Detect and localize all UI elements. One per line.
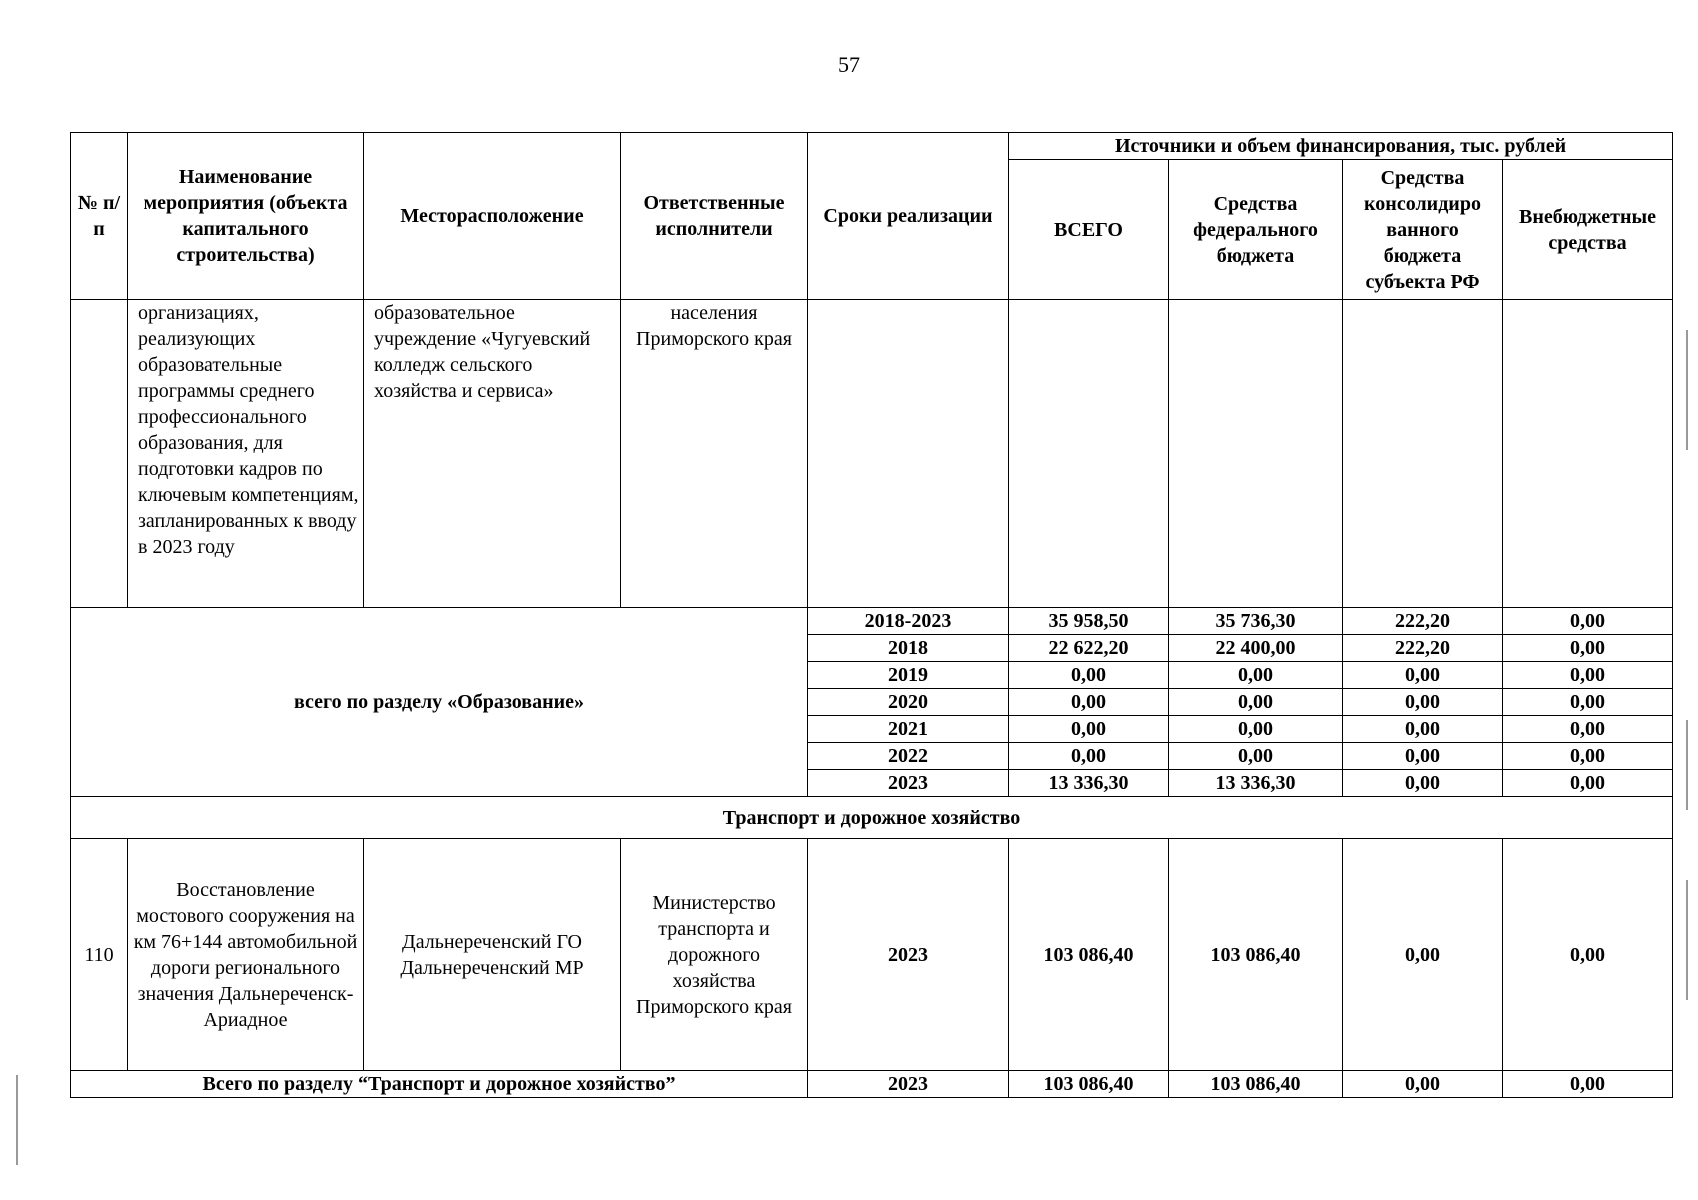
header-funding-group: Источники и объем финансирования, тыс. рублей: [1009, 133, 1673, 160]
cell-period: 2020: [808, 689, 1009, 716]
cell-period: 2019: [808, 662, 1009, 689]
scan-edge-mark: [1686, 720, 1688, 810]
cell-extra: 0,00: [1503, 635, 1673, 662]
cell-regional: 0,00: [1343, 716, 1503, 743]
section-title-transport: Транспорт и дорожное хозяйство: [71, 797, 1673, 839]
cell-extra: 0,00: [1503, 689, 1673, 716]
cell-regional-empty: [1343, 300, 1503, 608]
cell-period: 2018: [808, 635, 1009, 662]
header-extra: Внебюджетные средства: [1503, 160, 1673, 300]
header-regional: Средства консолидиро ванного бюджета субъекта РФ: [1343, 160, 1503, 300]
cell-total: 0,00: [1009, 689, 1169, 716]
cell-federal: 0,00: [1169, 689, 1343, 716]
cell-period: 2018-2023: [808, 608, 1009, 635]
cell-location: [364, 839, 621, 1071]
table-row-transport-total: [71, 1071, 1673, 1098]
cell-federal: 0,00: [1169, 743, 1343, 770]
cell-total: 0,00: [1009, 716, 1169, 743]
cell-federal: 0,00: [1169, 716, 1343, 743]
cell-period: 2023: [808, 839, 1009, 1071]
header-total: ВСЕГО: [1009, 160, 1169, 300]
cell-regional: 222,20: [1343, 635, 1503, 662]
cell-federal: 13 336,30: [1169, 770, 1343, 797]
cell-federal: 35 736,30: [1169, 608, 1343, 635]
cell-total-empty: [1009, 300, 1169, 608]
cell-extra: 0,00: [1503, 608, 1673, 635]
scan-edge-mark: [16, 1075, 18, 1165]
header-name: Наименование мероприятия (объекта капитального строительства): [128, 133, 364, 300]
header-responsible: Ответственные исполнители: [621, 133, 808, 300]
cell-period-empty: [808, 300, 1009, 608]
cell-total: 103 086,40: [1009, 1071, 1169, 1098]
cell-regional: 0,00: [1343, 839, 1503, 1071]
location-line-1: Дальнереченский ГО: [402, 930, 582, 953]
table-row: [71, 608, 1673, 635]
cell-num-empty: [71, 300, 128, 608]
cell-regional: 222,20: [1343, 608, 1503, 635]
cell-period: 2021: [808, 716, 1009, 743]
education-total-label: всего по разделу «Образование»: [71, 608, 808, 797]
cell-name: организациях, реализующих образовательные программы среднего профессионального образования, для подготовки кадров по ключевым компетенциям, запланированных к вводу в 2023 году: [128, 300, 364, 608]
cell-federal-empty: [1169, 300, 1343, 608]
cell-period: 2023: [808, 770, 1009, 797]
table-row-continued: [71, 300, 1673, 608]
cell-responsible: населения Приморского края: [621, 300, 808, 608]
cell-regional: 0,00: [1343, 662, 1503, 689]
cell-period: 2023: [808, 1071, 1009, 1098]
cell-regional: 0,00: [1343, 743, 1503, 770]
cell-period: 2022: [808, 743, 1009, 770]
header-period: Сроки реализации: [808, 133, 1009, 300]
cell-extra-empty: [1503, 300, 1673, 608]
cell-regional: 0,00: [1343, 1071, 1503, 1098]
cell-regional: 0,00: [1343, 689, 1503, 716]
cell-location: образовательное учреждение «Чугуевский колледж сельского хозяйства и сервиса»: [364, 300, 621, 608]
cell-federal: 0,00: [1169, 662, 1343, 689]
transport-total-label: Всего по разделу “Транспорт и дорожное хозяйство”: [71, 1071, 808, 1098]
cell-total: 0,00: [1009, 662, 1169, 689]
scan-edge-mark: [1686, 330, 1688, 450]
cell-num: 110: [71, 839, 128, 1071]
cell-extra: 0,00: [1503, 662, 1673, 689]
header-location: Месторасположение: [364, 133, 621, 300]
cell-extra: 0,00: [1503, 1071, 1673, 1098]
cell-federal: 103 086,40: [1169, 839, 1343, 1071]
table-row-110: [71, 839, 1673, 1071]
cell-extra: 0,00: [1503, 770, 1673, 797]
cell-total: 35 958,50: [1009, 608, 1169, 635]
cell-federal: 22 400,00: [1169, 635, 1343, 662]
cell-extra: 0,00: [1503, 839, 1673, 1071]
scan-edge-mark: [1686, 880, 1688, 1000]
cell-federal: 103 086,40: [1169, 1071, 1343, 1098]
cell-name: Восстановление мостового сооружения на км 76+144 автомобильной дороги регионального значения Дальнереченск-Ариадное: [128, 839, 364, 1071]
cell-regional: 0,00: [1343, 770, 1503, 797]
header-federal: Средства федерального бюджета: [1169, 160, 1343, 300]
cell-responsible: Министерство транспорта и дорожного хозяйства Приморского края: [621, 839, 808, 1071]
cell-total: 22 622,20: [1009, 635, 1169, 662]
cell-total: 0,00: [1009, 743, 1169, 770]
header-num: № п/п: [71, 133, 128, 300]
location-line-2: Дальнереченский МР: [400, 956, 584, 979]
funding-table: [70, 132, 1673, 1098]
page-number: 57: [838, 52, 860, 77]
cell-extra: 0,00: [1503, 716, 1673, 743]
cell-extra: 0,00: [1503, 743, 1673, 770]
cell-total: 103 086,40: [1009, 839, 1169, 1071]
cell-total: 13 336,30: [1009, 770, 1169, 797]
